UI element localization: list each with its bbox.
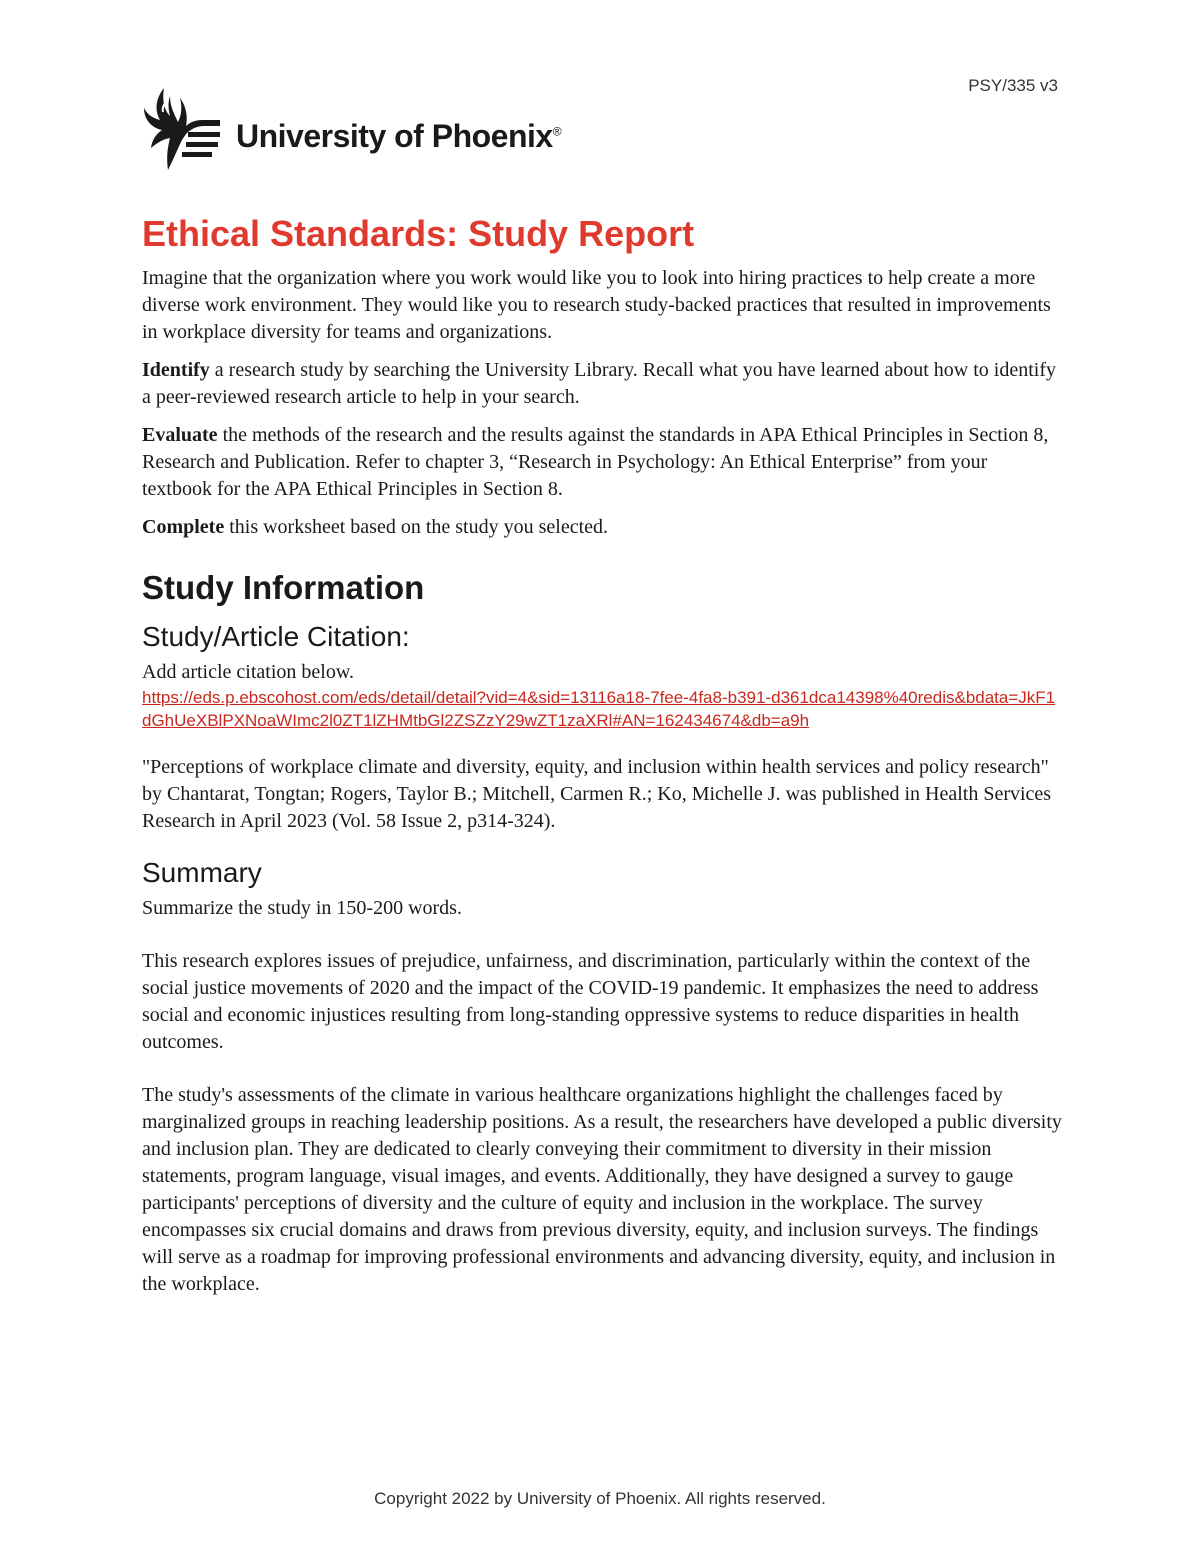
instruction-keyword: Complete	[142, 516, 225, 539]
summary-heading: Summary	[142, 857, 262, 889]
citation-text: "Perceptions of workplace climate and diversity, equity, and inclusion within health services and policy research" by Chantarat, Tongtan; Rogers, Taylor B.; Mitchell, Carmen R.; Ko, Michelle J. was published in Health Services Research in April 2023 (Vol. 58 Issue 2, p314-324).	[142, 756, 1052, 833]
instruction-text: a research study by searching the University Library. Recall what you have learned about how to identify a peer-reviewed research article to help in your search.	[142, 359, 1056, 409]
copyright-footer: Copyright 2022 by University of Phoenix. All rights reserved.	[374, 1489, 826, 1508]
course-code: PSY/335 v3	[968, 76, 1058, 95]
citation-link[interactable]: https://eds.p.ebscohost.com/eds/detail/detail?vid=4&sid=13116a18-7fee-4fa8-b391-d361dca14398%40redis&bdata=JkF1dGhUeXBlPXNoaWImc2l0ZT1lZHMtbGl2ZSZzY29wZT1zaXRl#AN=162434674&db=a9h	[142, 688, 1056, 731]
citation-heading: Study/Article Citation:	[142, 621, 410, 653]
instruction-text: this worksheet based on the study you selected.	[224, 516, 609, 539]
instruction-keyword: Identify	[142, 359, 210, 382]
instruction-evaluate	[142, 422, 1062, 503]
instruction-keyword: Evaluate	[142, 424, 218, 447]
intro-paragraph: Imagine that the organization where you work would like you to look into hiring practices to help create a more diverse work environment. They would like you to research study-backed practices that resulted in improvements in workplace diversity for teams and organizations.	[142, 267, 1051, 344]
logo-text: University of Phoenix	[236, 117, 553, 154]
document-body	[142, 212, 1062, 1298]
page-title: Ethical Standards: Study Report	[142, 213, 695, 254]
study-information-heading: Study Information	[142, 569, 425, 607]
logo-wordmark	[236, 118, 561, 155]
citation-prompt: Add article citation below.	[142, 661, 354, 684]
summary-paragraph-2: The study's assessments of the climate in various healthcare organizations highlight the challenges faced by marginalized groups in reaching leadership positions. As a result, the researchers have developed a public diversity and inclusion plan. They are dedicated to clearly conveying their commitment to diversity in their mission statements, program language, visual images, and events. Additionally, they have designed a survey to gauge participants' perceptions of diversity and the culture of equity and inclusion in the workplace. The survey encompasses six crucial domains and draws from previous diversity, equity, and inclusion surveys. The findings will serve as a roadmap for improving professional environments and advancing diversity, equity, and inclusion in the workplace.	[142, 1084, 1062, 1296]
summary-paragraph-1: This research explores issues of prejudice, unfairness, and discrimination, particularly within the context of the social justice movements of 2020 and the impact of the COVID-19 pandemic. It emphasizes the need to address social and economic injustices resulting from long-standing oppressive systems to reduce disparities in health outcomes.	[142, 950, 1039, 1054]
summary-prompt: Summarize the study in 150-200 words.	[142, 897, 462, 920]
instruction-complete	[142, 514, 1062, 541]
phoenix-bird-icon	[142, 84, 222, 176]
registered-mark: ®	[552, 123, 562, 138]
instruction-identify	[142, 357, 1062, 411]
university-logo	[142, 84, 561, 176]
instruction-text: the methods of the research and the results against the standards in APA Ethical Principles in Section 8, Research and Publication. Refer to chapter 3, “Research in Psychology: An Ethical Enterprise” from your textbook for the APA Ethical Principles in Section 8.	[142, 424, 1049, 501]
